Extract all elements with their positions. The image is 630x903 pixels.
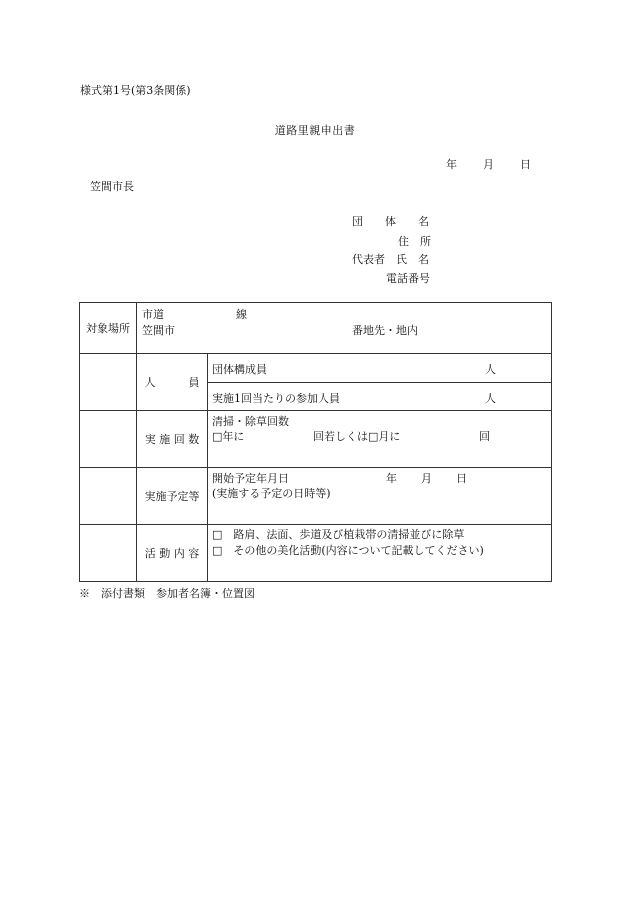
people-label: 人 員 [137, 354, 208, 411]
form-number-label: 様式第1号(第3条関係) [80, 84, 191, 97]
schedule-day: 日 [456, 472, 467, 485]
activity-cell [208, 525, 552, 582]
applicant-representative: 代表者 氏 名 [352, 253, 429, 266]
schedule-cell [208, 468, 552, 525]
activity-option-other: □ その他の美化活動(内容について記載してください) [212, 544, 484, 557]
target-line2-suffix: 番地先・地内 [352, 324, 418, 337]
frequency-times-unit: 回 [479, 430, 490, 443]
members-cell [208, 354, 552, 383]
frequency-label: 実 施 回 数 [137, 411, 208, 468]
members-label: 団体構成員 [212, 363, 267, 376]
application-table [79, 302, 552, 582]
table-row-frequency [80, 411, 552, 468]
table-row-activity [80, 525, 552, 582]
table-row-target [80, 303, 552, 354]
target-cell [137, 303, 552, 354]
target-line2-prefix: 笠間市 [142, 324, 175, 337]
schedule-label: 実施予定等 [137, 468, 208, 525]
schedule-start-label: 開始予定年月日 [212, 472, 289, 485]
frequency-cell [208, 411, 552, 468]
people-empty-cell [80, 354, 137, 411]
table-row-schedule [80, 468, 552, 525]
schedule-note: (実施する予定の日時等) [212, 487, 331, 500]
target-line1-prefix: 市道 [142, 308, 164, 321]
schedule-empty-cell [80, 468, 137, 525]
date-day: 日 [520, 158, 531, 171]
table-row-people-members [80, 354, 552, 383]
applicant-phone: 電話番号 [386, 272, 430, 285]
frequency-line1: 清掃・除草回数 [212, 415, 289, 428]
date-year: 年 [446, 158, 457, 171]
document-title: 道路里親申出書 [274, 124, 356, 137]
frequency-month-checkbox-text: 回若しくは□月に [313, 430, 401, 443]
members-unit: 人 [485, 363, 496, 376]
applicant-group-name: 団 体 名 [352, 215, 429, 228]
frequency-empty-cell [80, 411, 137, 468]
participants-cell [208, 383, 552, 411]
participants-unit: 人 [485, 392, 496, 405]
applicant-address: 住 所 [398, 235, 431, 248]
schedule-month: 月 [421, 472, 432, 485]
participants-label: 実施1回当たりの参加人員 [212, 392, 340, 405]
attachments-note: ※ 添付書類 参加者名簿・位置図 [79, 587, 255, 600]
date-row [446, 156, 531, 172]
activity-label: 活 動 内 容 [137, 525, 208, 582]
date-month: 月 [483, 158, 494, 171]
addressee: 笠間市長 [90, 180, 134, 193]
target-label: 対象場所 [80, 303, 137, 354]
frequency-year-checkbox-text: □年に [212, 430, 245, 443]
activity-empty-cell [80, 525, 137, 582]
schedule-year: 年 [386, 472, 397, 485]
activity-option-cleaning: □ 路肩、法面、歩道及び植栽帯の清掃並びに除草 [212, 528, 465, 541]
target-line1-suffix: 線 [236, 308, 247, 321]
